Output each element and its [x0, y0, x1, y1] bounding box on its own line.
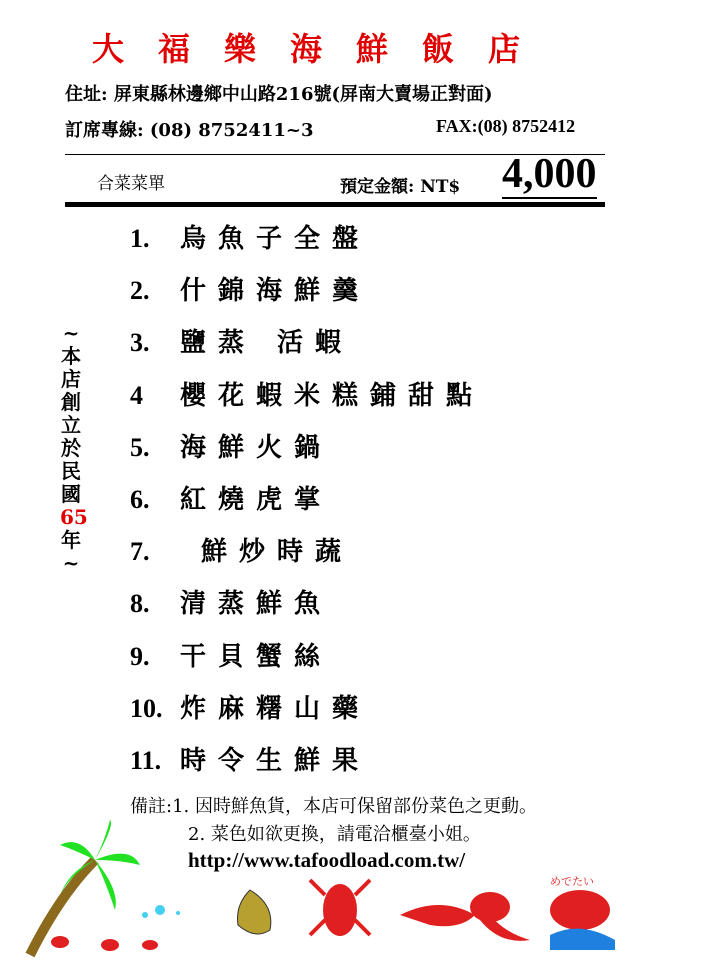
note-2: 2. 菜色如欲更換，請電洽櫃臺小姐。: [188, 824, 481, 845]
menu-item: [130, 740, 370, 780]
menu-item: [130, 375, 484, 415]
menu-item-number: 3.: [130, 328, 150, 358]
menu-item: [130, 583, 332, 623]
fish-caption: めでたい: [550, 875, 594, 888]
menu-item-number: 9.: [130, 641, 150, 671]
fax: FAX:(08) 8752412: [436, 116, 576, 136]
menu-item-name: 鮮炒時蔬: [180, 537, 354, 568]
menu-item-number: 4: [130, 380, 143, 410]
menu-item-name: 什錦海鮮羹: [180, 276, 371, 307]
menu-item-name: 海鮮火鍋: [180, 432, 333, 463]
website-link[interactable]: http://www.tafoodload.com.tw/: [188, 848, 466, 872]
menu-item-number: 1.: [130, 224, 150, 253]
lobster-icon: [310, 880, 370, 936]
menu-item-number: 5.: [130, 432, 150, 462]
founded-note: [60, 321, 88, 575]
price: 4,000: [502, 151, 597, 197]
menu-item-number: 8.: [130, 589, 150, 619]
decorations: [20, 815, 720, 960]
crab-icons: [51, 936, 158, 951]
fish-icon: [550, 875, 615, 950]
thick-divider: [65, 202, 605, 207]
phone: 訂席專線: (08) 8752411~3: [65, 120, 314, 141]
menu-item: [130, 427, 332, 467]
founded-suffix: 年~: [61, 528, 81, 575]
restaurant-name: 大福樂海鮮飯店: [92, 30, 555, 68]
menu-item-name: 時令生鮮果: [180, 746, 371, 776]
shell-icon: [238, 890, 271, 934]
menu-item-number: 2.: [130, 276, 150, 306]
menu-item-name: 紅燒虎掌: [180, 485, 333, 515]
menu-item: [130, 531, 353, 571]
menu-item-number: 7.: [130, 537, 150, 567]
menu-item: [130, 688, 370, 728]
founded-text: ~本店創立於民國: [61, 321, 81, 506]
founded-year: 65: [60, 505, 88, 529]
note-1: 備註:1. 因時鮮魚貨，本店可保留部份菜色之更動。: [130, 796, 537, 817]
menu-item: [130, 218, 370, 258]
palm-tree-icon: [30, 820, 140, 955]
menu-item-number: 10.: [130, 693, 163, 723]
menu-item: [130, 322, 353, 362]
menu-item-name: 櫻花蝦米糕鋪甜點: [180, 380, 485, 411]
menu-item: [130, 636, 332, 676]
address: 住址: 屏東縣林邊鄉中山路216號(屏南大賣場正對面): [65, 84, 493, 105]
octopus-icon: [400, 892, 530, 941]
menu-item: [130, 479, 332, 519]
menu-item-number: 6.: [130, 485, 150, 514]
menu-item-name: 烏魚子全盤: [180, 224, 371, 254]
bubbles-icon: [142, 905, 180, 918]
menu-item-name: 鹽蒸 活蝦: [180, 328, 354, 359]
price-label: 預定金額: NT$: [340, 177, 461, 197]
menu-title: 合菜菜單: [97, 174, 165, 194]
menu-item-number: 11.: [130, 746, 162, 775]
menu-item-name: 干貝蟹絲: [180, 641, 333, 672]
menu-item: [130, 270, 370, 310]
menu-item-name: 炸麻糬山藥: [180, 693, 371, 724]
menu-item-name: 清蒸鮮魚: [180, 589, 333, 620]
